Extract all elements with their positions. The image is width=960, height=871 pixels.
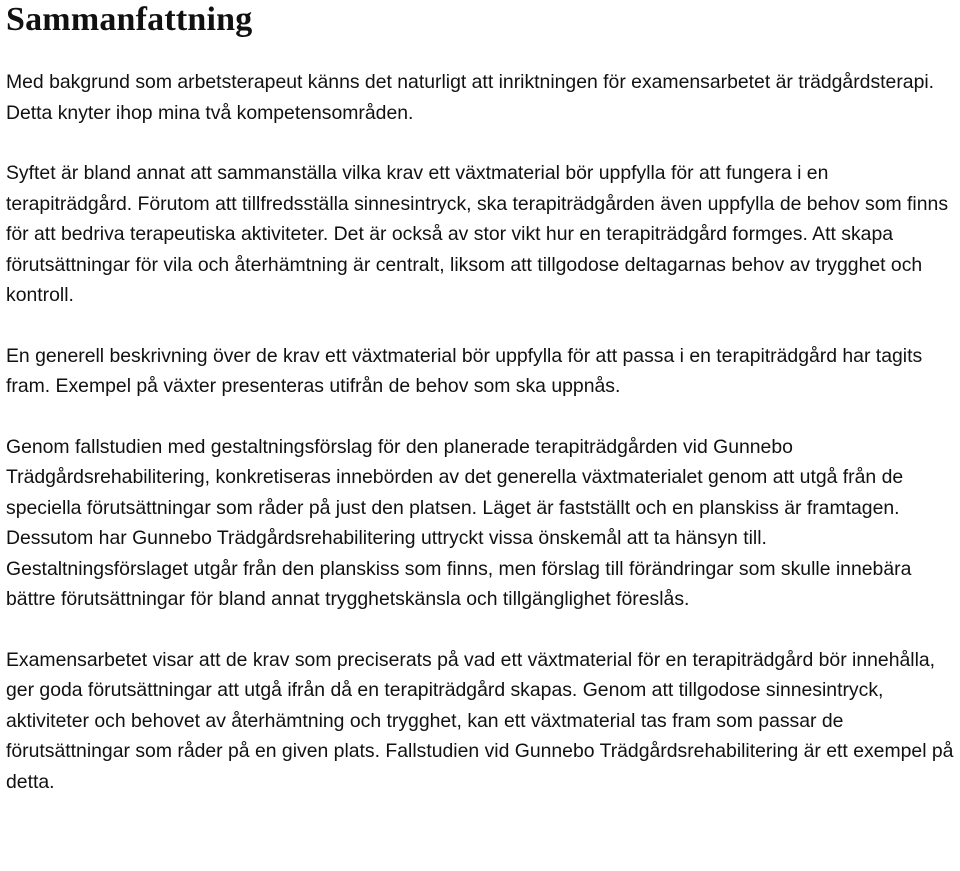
paragraph-case-study: Genom fallstudien med gestaltningsförslag för den planerade terapiträdgården vid Gunnebo Trädgårdsrehabilitering, konkretiseras innebörden av det generella växtmaterialet genom att utgå från de speciella förutsättningar som råder på just den platsen. Läget är fastställt och en planskiss är framtagen. Dessutom har Gunnebo Trädgårdsrehabilitering uttryckt vissa önskemål att ta hänsyn till. Gestaltningsförslaget utgår från den planskiss som finns, men förslag till förändringar som skulle innebära bättre förutsättningar för bland annat trygghetskänsla och tillgänglighet föreslås. [6, 435, 912, 610]
paragraph-conclusion: Examensarbetet visar att de krav som preciserats på vad ett växtmaterial för en terapiträdgård bör innehålla, ger goda förutsättningar att utgå ifrån då en terapiträdgård skapas. Genom att tillgodose sinnesintryck, aktiviteter och behovet av återhämtning och trygghet, kan ett växtmaterial tas fram som passar de förutsättningar som råder på en given plats. Fallstudien vid Gunnebo Trädgårdsrehabilitering är ett exempel på detta. [6, 648, 954, 793]
paragraph-purpose: Syftet är bland annat att sammanställa vilka krav ett växtmaterial bör uppfylla för att fungera i en terapiträdgård. Förutom att tillfredsställa sinnesintryck, ska terapiträdgården även uppfylla de behov som finns för att bedriva terapeutiska aktiviteter. Det är också av stor vikt hur en terapiträdgård formges. Att skapa förutsättningar för vila och återhämtning är centralt, liksom att tillgodose deltagarnas behov av trygghet och kontroll. [6, 162, 949, 306]
paragraph-description: En generell beskrivning över de krav ett växtmaterial bör uppfylla för att passa i en terapiträdgård har tagits fram. Exempel på växter presenteras utifrån de behov som ska uppnås. [6, 344, 923, 397]
document-page [6, 0, 954, 827]
paragraph-intro: Med bakgrund som arbetsterapeut känns det naturligt att inriktningen för examensarbetet är trädgårdsterapi. Detta knyter ihop mina två kompetensområden. [6, 71, 935, 124]
page-title: Sammanfattning [6, 1, 253, 38]
